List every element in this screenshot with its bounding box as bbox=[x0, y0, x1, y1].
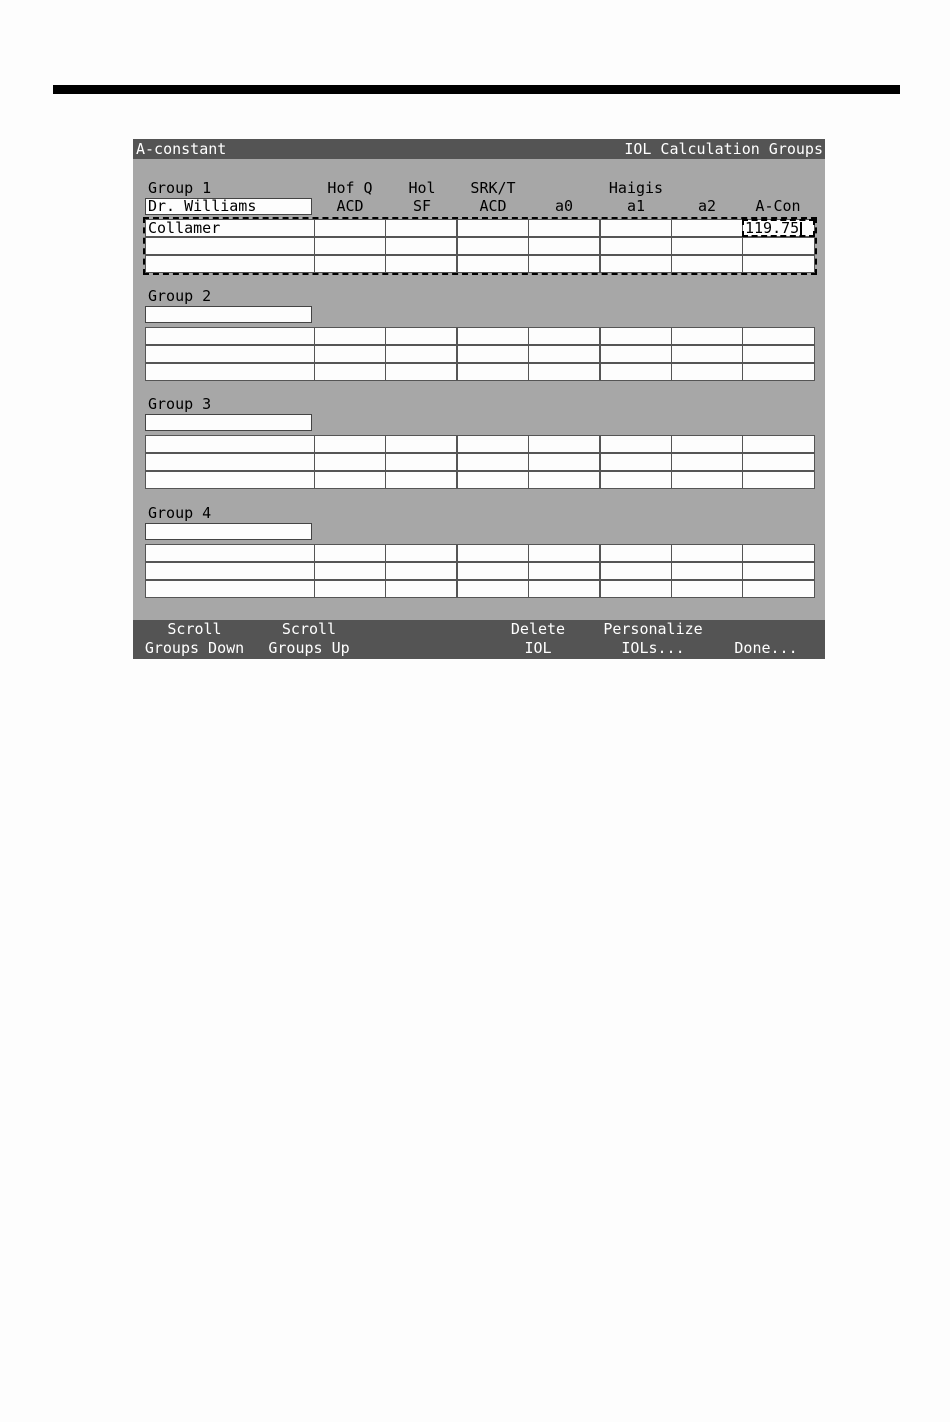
col-header-acon-line2: A-Con bbox=[755, 197, 801, 215]
table-cell[interactable] bbox=[314, 219, 386, 237]
col-header-srkt-line1: SRK/T bbox=[470, 179, 516, 197]
col-header-a2-line1 bbox=[671, 179, 743, 197]
title-bar bbox=[133, 139, 825, 159]
done-button[interactable] bbox=[731, 620, 801, 658]
table-cell[interactable] bbox=[671, 327, 743, 345]
table-cell[interactable] bbox=[457, 327, 529, 345]
table-cell[interactable] bbox=[457, 255, 529, 273]
group-name-field[interactable] bbox=[145, 306, 312, 323]
iol-table bbox=[145, 435, 815, 489]
table-cell[interactable] bbox=[671, 363, 743, 381]
table-cell[interactable] bbox=[671, 544, 743, 562]
table-cell[interactable] bbox=[671, 453, 743, 471]
scroll-groups-up-button[interactable] bbox=[261, 620, 357, 658]
table-cell[interactable] bbox=[600, 562, 672, 580]
table-cell[interactable] bbox=[385, 453, 457, 471]
softkey-label-line2: IOL bbox=[524, 639, 552, 657]
table-cell[interactable] bbox=[457, 471, 529, 489]
group-name-field[interactable]: Dr. Williams bbox=[145, 198, 312, 215]
iol-name-cell[interactable] bbox=[145, 345, 315, 363]
table-cell[interactable] bbox=[528, 562, 600, 580]
col-header-hofq bbox=[314, 179, 386, 215]
iol-name-cell[interactable] bbox=[145, 255, 315, 273]
iol-name-cell[interactable] bbox=[145, 237, 315, 255]
table-cell[interactable] bbox=[742, 562, 815, 580]
col-header-a2 bbox=[671, 179, 743, 215]
table-cell[interactable] bbox=[457, 237, 529, 255]
table-row bbox=[145, 363, 815, 381]
iol-name-cell[interactable] bbox=[145, 562, 315, 580]
col-header-hofq-line2: ACD bbox=[336, 197, 364, 215]
scroll-groups-down-button[interactable] bbox=[137, 620, 252, 658]
table-cell[interactable] bbox=[671, 435, 743, 453]
table-row bbox=[145, 453, 815, 471]
softkey-label-line1: Personalize bbox=[603, 620, 703, 638]
table-cell[interactable] bbox=[385, 580, 457, 598]
table-cell[interactable] bbox=[528, 580, 600, 598]
table-cell[interactable] bbox=[671, 580, 743, 598]
acon-input-active[interactable] bbox=[742, 219, 815, 237]
iol-name-cell[interactable] bbox=[145, 453, 315, 471]
group-name-field[interactable] bbox=[145, 523, 312, 540]
cell-value: 119.75 bbox=[745, 219, 800, 237]
table-cell[interactable] bbox=[528, 219, 600, 237]
col-header-haigis: Haigis bbox=[608, 179, 664, 197]
table-cell[interactable] bbox=[742, 255, 815, 273]
table-cell[interactable] bbox=[600, 544, 672, 562]
table-cell[interactable] bbox=[314, 471, 386, 489]
col-header-a2-line2: a2 bbox=[697, 197, 717, 215]
table-cell[interactable] bbox=[600, 219, 672, 237]
table-cell[interactable] bbox=[385, 345, 457, 363]
table-cell[interactable] bbox=[528, 345, 600, 363]
table-cell[interactable] bbox=[742, 345, 815, 363]
table-cell[interactable] bbox=[742, 471, 815, 489]
table-cell[interactable] bbox=[742, 363, 815, 381]
iol-name-cell[interactable] bbox=[145, 580, 315, 598]
table-cell[interactable] bbox=[385, 471, 457, 489]
table-cell[interactable] bbox=[385, 544, 457, 562]
table-cell[interactable] bbox=[528, 544, 600, 562]
table-cell[interactable] bbox=[671, 471, 743, 489]
group-label: Group 2 bbox=[148, 287, 212, 305]
group-label: Group 1 bbox=[148, 179, 212, 197]
table-cell[interactable] bbox=[742, 237, 815, 255]
softkey-label-line2: IOLs... bbox=[621, 639, 685, 657]
table-cell[interactable] bbox=[314, 544, 386, 562]
table-cell[interactable] bbox=[385, 255, 457, 273]
col-header-haigis-a1 bbox=[600, 179, 672, 215]
table-cell[interactable] bbox=[600, 435, 672, 453]
table-cell[interactable] bbox=[671, 562, 743, 580]
table-cell[interactable] bbox=[385, 237, 457, 255]
table-cell[interactable] bbox=[314, 562, 386, 580]
table-cell[interactable] bbox=[385, 327, 457, 345]
delete-iol-button[interactable] bbox=[493, 620, 583, 658]
personalize-iols-button[interactable] bbox=[593, 620, 713, 658]
table-cell[interactable] bbox=[600, 471, 672, 489]
col-header-acon bbox=[742, 179, 814, 215]
table-cell[interactable] bbox=[385, 562, 457, 580]
table-cell[interactable] bbox=[600, 237, 672, 255]
table-cell[interactable] bbox=[314, 255, 386, 273]
table-cell[interactable] bbox=[457, 562, 529, 580]
iol-name-cell[interactable] bbox=[145, 327, 315, 345]
table-cell[interactable] bbox=[314, 327, 386, 345]
table-cell[interactable] bbox=[528, 435, 600, 453]
table-row bbox=[145, 255, 815, 273]
table-cell[interactable] bbox=[671, 219, 743, 237]
iol-calculation-groups-screen bbox=[133, 139, 825, 659]
table-cell[interactable] bbox=[314, 345, 386, 363]
table-cell[interactable] bbox=[671, 255, 743, 273]
table-cell[interactable] bbox=[457, 453, 529, 471]
softkey-label-line1: Scroll bbox=[167, 620, 222, 638]
table-cell[interactable] bbox=[600, 453, 672, 471]
iol-name-cell[interactable] bbox=[145, 471, 315, 489]
iol-name-cell[interactable] bbox=[145, 435, 315, 453]
col-header-srkt bbox=[457, 179, 529, 215]
screen-title: A-constant bbox=[136, 140, 227, 158]
iol-table bbox=[145, 219, 815, 273]
table-row bbox=[145, 580, 815, 598]
table-cell[interactable] bbox=[600, 580, 672, 598]
table-cell[interactable] bbox=[457, 435, 529, 453]
table-cell[interactable] bbox=[457, 363, 529, 381]
table-cell[interactable] bbox=[600, 255, 672, 273]
table-row bbox=[145, 237, 815, 255]
col-header-hol bbox=[386, 179, 458, 215]
table-row bbox=[145, 471, 815, 489]
table-row bbox=[145, 562, 815, 580]
table-cell[interactable] bbox=[457, 580, 529, 598]
col-header-hofq-line1: Hof Q bbox=[327, 179, 373, 197]
table-cell[interactable] bbox=[385, 219, 457, 237]
table-row bbox=[145, 219, 815, 237]
table-cell[interactable] bbox=[457, 345, 529, 363]
table-cell[interactable] bbox=[528, 453, 600, 471]
text-cursor bbox=[800, 222, 802, 236]
table-cell[interactable] bbox=[742, 580, 815, 598]
table-cell[interactable] bbox=[671, 345, 743, 363]
iol-table bbox=[145, 544, 815, 598]
table-row bbox=[145, 435, 815, 453]
group-label: Group 4 bbox=[148, 504, 212, 522]
table-cell[interactable] bbox=[742, 327, 815, 345]
col-header-hol-line1: Hol bbox=[408, 179, 436, 197]
col-header-srkt-line2: ACD bbox=[479, 197, 507, 215]
table-cell[interactable] bbox=[385, 435, 457, 453]
table-cell[interactable] bbox=[314, 363, 386, 381]
cell-value: Collamer bbox=[148, 219, 221, 237]
table-cell[interactable] bbox=[742, 544, 815, 562]
top-rule bbox=[53, 85, 900, 94]
softkey-bar bbox=[133, 620, 825, 659]
table-cell[interactable] bbox=[385, 363, 457, 381]
table-cell[interactable] bbox=[742, 435, 815, 453]
table-row bbox=[145, 327, 815, 345]
table-cell[interactable] bbox=[528, 237, 600, 255]
table-cell[interactable] bbox=[671, 237, 743, 255]
col-header-a1: a1 bbox=[626, 197, 646, 215]
table-cell[interactable] bbox=[600, 363, 672, 381]
table-cell[interactable] bbox=[600, 345, 672, 363]
group-label: Group 3 bbox=[148, 395, 212, 413]
iol-name-cell[interactable] bbox=[145, 544, 315, 562]
screen-subtitle: IOL Calculation Groups bbox=[624, 140, 823, 158]
table-cell[interactable] bbox=[528, 471, 600, 489]
table-cell[interactable] bbox=[742, 453, 815, 471]
col-header-acon-line1 bbox=[742, 179, 814, 197]
group-name-field[interactable] bbox=[145, 414, 312, 431]
table-cell[interactable] bbox=[314, 237, 386, 255]
iol-name-cell[interactable] bbox=[145, 219, 315, 237]
table-cell[interactable] bbox=[314, 453, 386, 471]
col-header-a0 bbox=[528, 179, 600, 215]
table-cell[interactable] bbox=[314, 435, 386, 453]
col-header-hol-line2: SF bbox=[412, 197, 432, 215]
table-cell[interactable] bbox=[528, 255, 600, 273]
table-cell[interactable] bbox=[528, 327, 600, 345]
table-cell[interactable] bbox=[600, 327, 672, 345]
table-cell[interactable] bbox=[457, 544, 529, 562]
table-row bbox=[145, 345, 815, 363]
col-header-a0-line2: a0 bbox=[554, 197, 574, 215]
table-cell[interactable] bbox=[457, 219, 529, 237]
softkey-label-line1 bbox=[731, 620, 801, 639]
table-cell[interactable] bbox=[528, 363, 600, 381]
softkey-label-line1: Scroll bbox=[281, 620, 337, 638]
softkey-label-line2: Groups Up bbox=[268, 639, 350, 657]
table-cell[interactable] bbox=[314, 580, 386, 598]
iol-name-cell[interactable] bbox=[145, 363, 315, 381]
table-row bbox=[145, 544, 815, 562]
softkey-label-line1: Delete bbox=[510, 620, 566, 638]
softkey-label-line2: Done... bbox=[734, 639, 798, 657]
iol-table bbox=[145, 327, 815, 381]
softkey-label-line2: Groups Down bbox=[144, 639, 245, 657]
col-header-a0-line1 bbox=[528, 179, 600, 197]
